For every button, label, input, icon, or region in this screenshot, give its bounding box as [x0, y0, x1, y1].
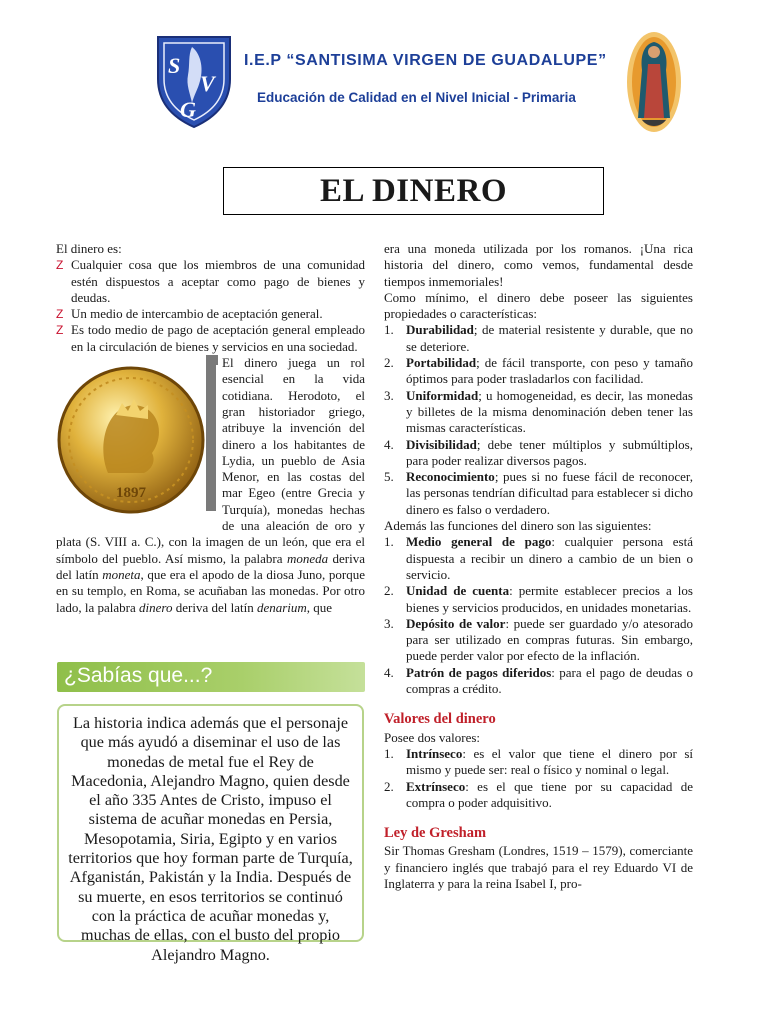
property-item: 1. Durabilidad; de material resistente y durable, que no se deteriore.: [384, 322, 693, 354]
gresham-paragraph: Sir Thomas Gresham (Londres, 1519 – 1579), comerciante y financiero inglés que trabajó para el rey Eduardo VI de Inglaterra y para la reina Isabel I, pro-: [384, 843, 693, 891]
virgin-of-guadalupe-image: [624, 30, 684, 134]
property-item: 3. Uniformidad; u homogeneidad, es decir, las monedas y billetes de la misma denominación deben tener las mismas características.: [384, 387, 693, 436]
definition-item: Z Es todo medio de pago de aceptación general empleado en la circulación de bienes y servicios en una sociedad.: [56, 322, 365, 354]
gold-coin-image: [56, 365, 206, 515]
functions-intro: Además las funciones del dinero son las siguientes:: [384, 518, 652, 534]
function-item: 4. Patrón de pagos diferidos: para el pago de deudas o compras a crédito.: [384, 664, 693, 697]
bullet-marker: Z: [56, 307, 64, 322]
value-item: 1. Intrínseco: es el valor que tiene el dinero por sí mismo y puede ser: real o físico y nominal o legal.: [384, 745, 693, 778]
figure-bracket: [206, 355, 218, 511]
function-item: 1. Medio general de pago: cualquier persona está dispuesta a recibir un dinero a cambio de un bien o servicio.: [384, 534, 693, 582]
definition-item: Z Cualquier cosa que los miembros de una comunidad estén dispuestos a aceptar como pago de bienes y deudas.: [56, 257, 365, 305]
definition-item: Z Un medio de intercambio de aceptación general.: [56, 306, 323, 322]
logo-letter-s: S: [168, 53, 181, 78]
did-you-know-text: La historia indica además que el personaje que más ayudó a diseminar el uso de las monedas de metal fue el Rey de Macedonia, Alejandro Magno, quien desde el año 335 Antes de Cristo, impuso el sistema de acuñar monedas en Persia, Mesopotamia, Siria, Egipto y en varios territorios que hoy forman parte de Turquía, Afganistán, Pakistán y la India. Después de su muerte, en esos territorios se continuó con la práctica de acuñar monedas y, muchas de ellas, con el busto del propio Alejandro Magno.: [68, 714, 353, 964]
values-heading: Valores del dinero: [384, 711, 496, 728]
gresham-heading: Ley de Gresham: [384, 825, 487, 842]
history-continuation: era una moneda utilizada por los romanos. ¡Una rica historia del dinero, como vemos, fundamental desde tiempos inmemoriales!: [384, 241, 693, 289]
coin-year: 1897: [116, 485, 146, 502]
value-item: 2. Extrínseco: es el que tiene por su capacidad de compra o poder adquisitivo.: [384, 778, 693, 810]
school-logo: [154, 33, 234, 129]
properties-intro: Como mínimo, el dinero debe poseer las siguientes propiedades o características:: [384, 289, 693, 322]
logo-letter-g: G: [180, 97, 196, 122]
did-you-know-box: [57, 704, 364, 964]
property-item: 5. Reconocimiento; pues si no fuese fácil de reconocer, las personas tendrían dificultad para establecer si dicho dinero es falso o verdadero.: [384, 469, 693, 517]
logo-letter-v: V: [200, 71, 215, 96]
did-you-know-banner: [57, 662, 365, 692]
bullet-marker: Z: [56, 323, 64, 338]
history-paragraph: El dinero juega un rol esencial en la vida cotidiana. Herodoto, el gran historiador griego, atribuye la invención del dinero a los habitantes de Lydia, un pueblo de Asia Menor, en las costas del mar Egeo (entre Grecia y Turquía), monedas hechas de una aleación de oro y plata (S. VIII a. C.), con la imagen de un león, que era el símbolo del pueblo. Así mismo, la palabra moneda deriva del latín moneta, que era el apodo de la diosa Juno, porque en su templo, en Roma, se acuñaban las monedas. Por otro lado, la palabra dinero deriva del latín denarium, que: [56, 355, 366, 615]
coin-figure: [56, 355, 220, 519]
intro-text: El dinero es:: [56, 241, 122, 256]
function-item: 3. Depósito de valor: puede ser guardado y/o atesorado para ser utilizado en compras futuras. Sin embargo, puede perder valor por efecto de la inflación.: [384, 615, 693, 664]
history-section: [56, 355, 365, 616]
right-column: [384, 241, 693, 892]
values-intro: Posee dos valores:: [384, 729, 481, 745]
page-title: EL DINERO: [320, 172, 507, 209]
left-column: [56, 241, 365, 616]
school-name: I.E.P “SANTISIMA VIRGEN DE GUADALUPE”: [244, 52, 607, 69]
property-item: 4. Divisibilidad; debe tener múltiplos y submúltiplos, para poder realizar diversos pagos.: [384, 436, 693, 468]
did-you-know-heading: ¿Sabías que...?: [64, 664, 213, 687]
property-item: 2. Portabilidad; de fácil transporte, con peso y tamaño óptimos para poder trasladarlos con facilidad.: [384, 355, 693, 387]
school-tagline: Educación de Calidad en el Nivel Inicial - Primaria: [257, 90, 576, 105]
function-item: 2. Unidad de cuenta: permite establecer precios a los bienes y servicios producidos, en unidades monetarias.: [384, 583, 693, 615]
bullet-marker: Z: [56, 258, 64, 273]
title-box: [223, 167, 604, 215]
